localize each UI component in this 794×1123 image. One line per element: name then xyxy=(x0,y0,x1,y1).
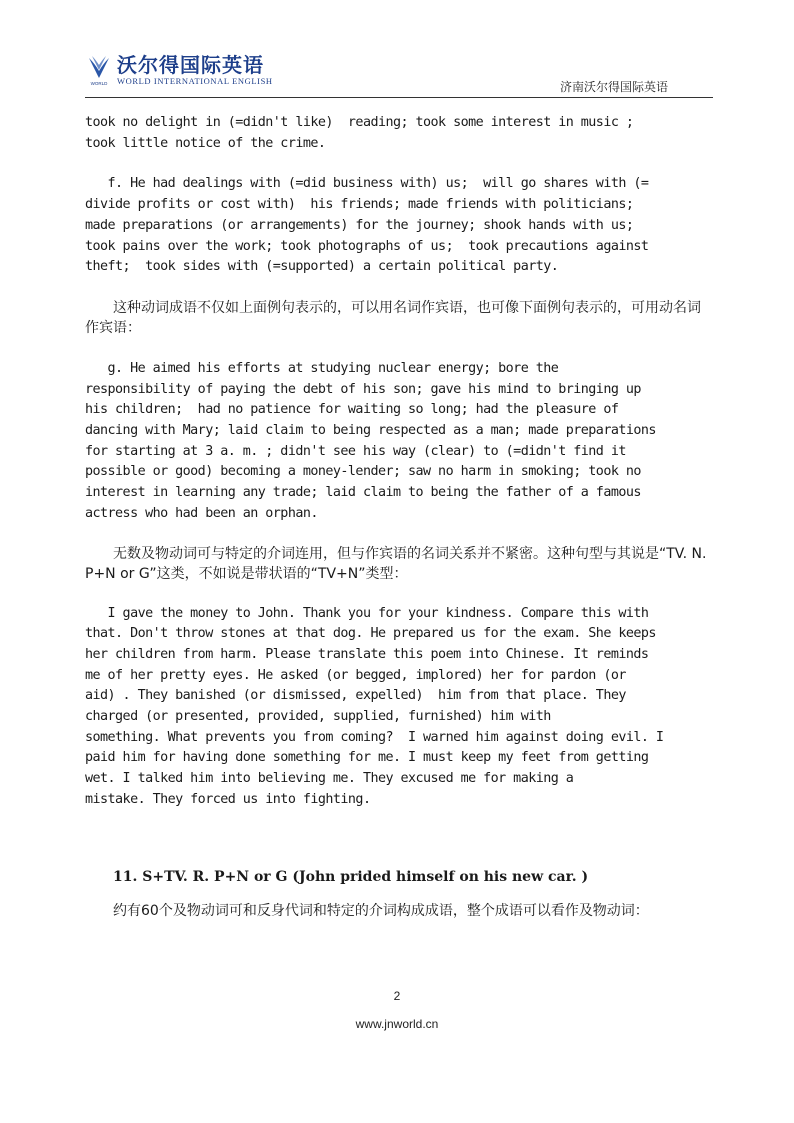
svg-text:WORLD: WORLD xyxy=(90,81,108,86)
page-header xyxy=(85,50,713,98)
company-logo xyxy=(87,52,273,88)
logo-chinese-name: 沃尔得国际英语 xyxy=(117,53,264,77)
paragraph-gerund-note: 这种动词成语不仅如上面例句表示的，可以用名词作宾语，也可像下面例句表示的，可用动名词作宾语： xyxy=(85,299,701,337)
paragraph-tv-n-examples: I gave the money to John. Thank you for your kindness. Compare this with that. Don't throw stones at that dog. He prepared us for the exam. She keeps her children from harm. Please translate this poem into Chinese. It reminds me of her pretty eyes. He asked (or begged, implored) her for pardon (or aid) . They banished (or dismissed, expelled) him from that place. They charged (or presented, provided, supplied, furnished) him with something. What prevents you from coming? I warned him against doing evil. I paid him for having done something for me. I must keep my feet from getting wet. I talked him into believing me. They excused me for making a mistake. They forced us into fighting. xyxy=(85,605,664,807)
page-number: 2 xyxy=(393,989,401,1003)
footer-url: www.jnworld.cn xyxy=(355,1017,439,1031)
header-divider xyxy=(85,97,713,98)
paragraph-examples-e: took no delight in (=didn't like) reading; took some interest in music ; took little notice of the crime. xyxy=(85,115,634,151)
wing-logo-icon xyxy=(87,52,111,88)
section-heading-11: 11. S+TV. R. P+N or G (John prided himself on his new car. ) xyxy=(113,868,589,885)
header-site-name: 济南沃尔得国际英语 xyxy=(559,80,668,94)
paragraph-examples-f: f. He had dealings with (=did business with) us; will go shares with (= divide profits or cost with) his friends; made friends with politicians; made preparations (or arrangements) for the journey; shook hands with us; took pains over the work; took photographs of us; took precautions against theft; took sides with (=supported) a certain political party. xyxy=(85,176,649,275)
paragraph-reflexive-note: 约有60个及物动词可和反身代词和特定的介词构成成语，整个成语可以看作及物动词： xyxy=(113,902,649,919)
paragraph-preposition-note: 无数及物动词可与特定的介词连用，但与作宾语的名词关系并不紧密。这种句型与其说是“TV. N. P+N or G”这类，不如说是带状语的“TV+N”类型： xyxy=(85,545,707,583)
paragraph-examples-g: g. He aimed his efforts at studying nuclear energy; bore the responsibility of paying the debt of his son; gave his mind to bringing up his children; had no patience for waiting so long; had the pleasure of dancing with Mary; laid claim to being respected as a man; made preparations for starting at 3 a. m. ; didn't see his way (clear) to (=didn't find it possible or good) becoming a money-lender; saw no harm in smoking; took no interest in learning any trade; laid claim to being the father of a famous actress who had been an orphan. xyxy=(85,360,656,521)
logo-english-name: WORLD INTERNATIONAL ENGLISH xyxy=(117,76,273,86)
document-body xyxy=(85,113,707,921)
